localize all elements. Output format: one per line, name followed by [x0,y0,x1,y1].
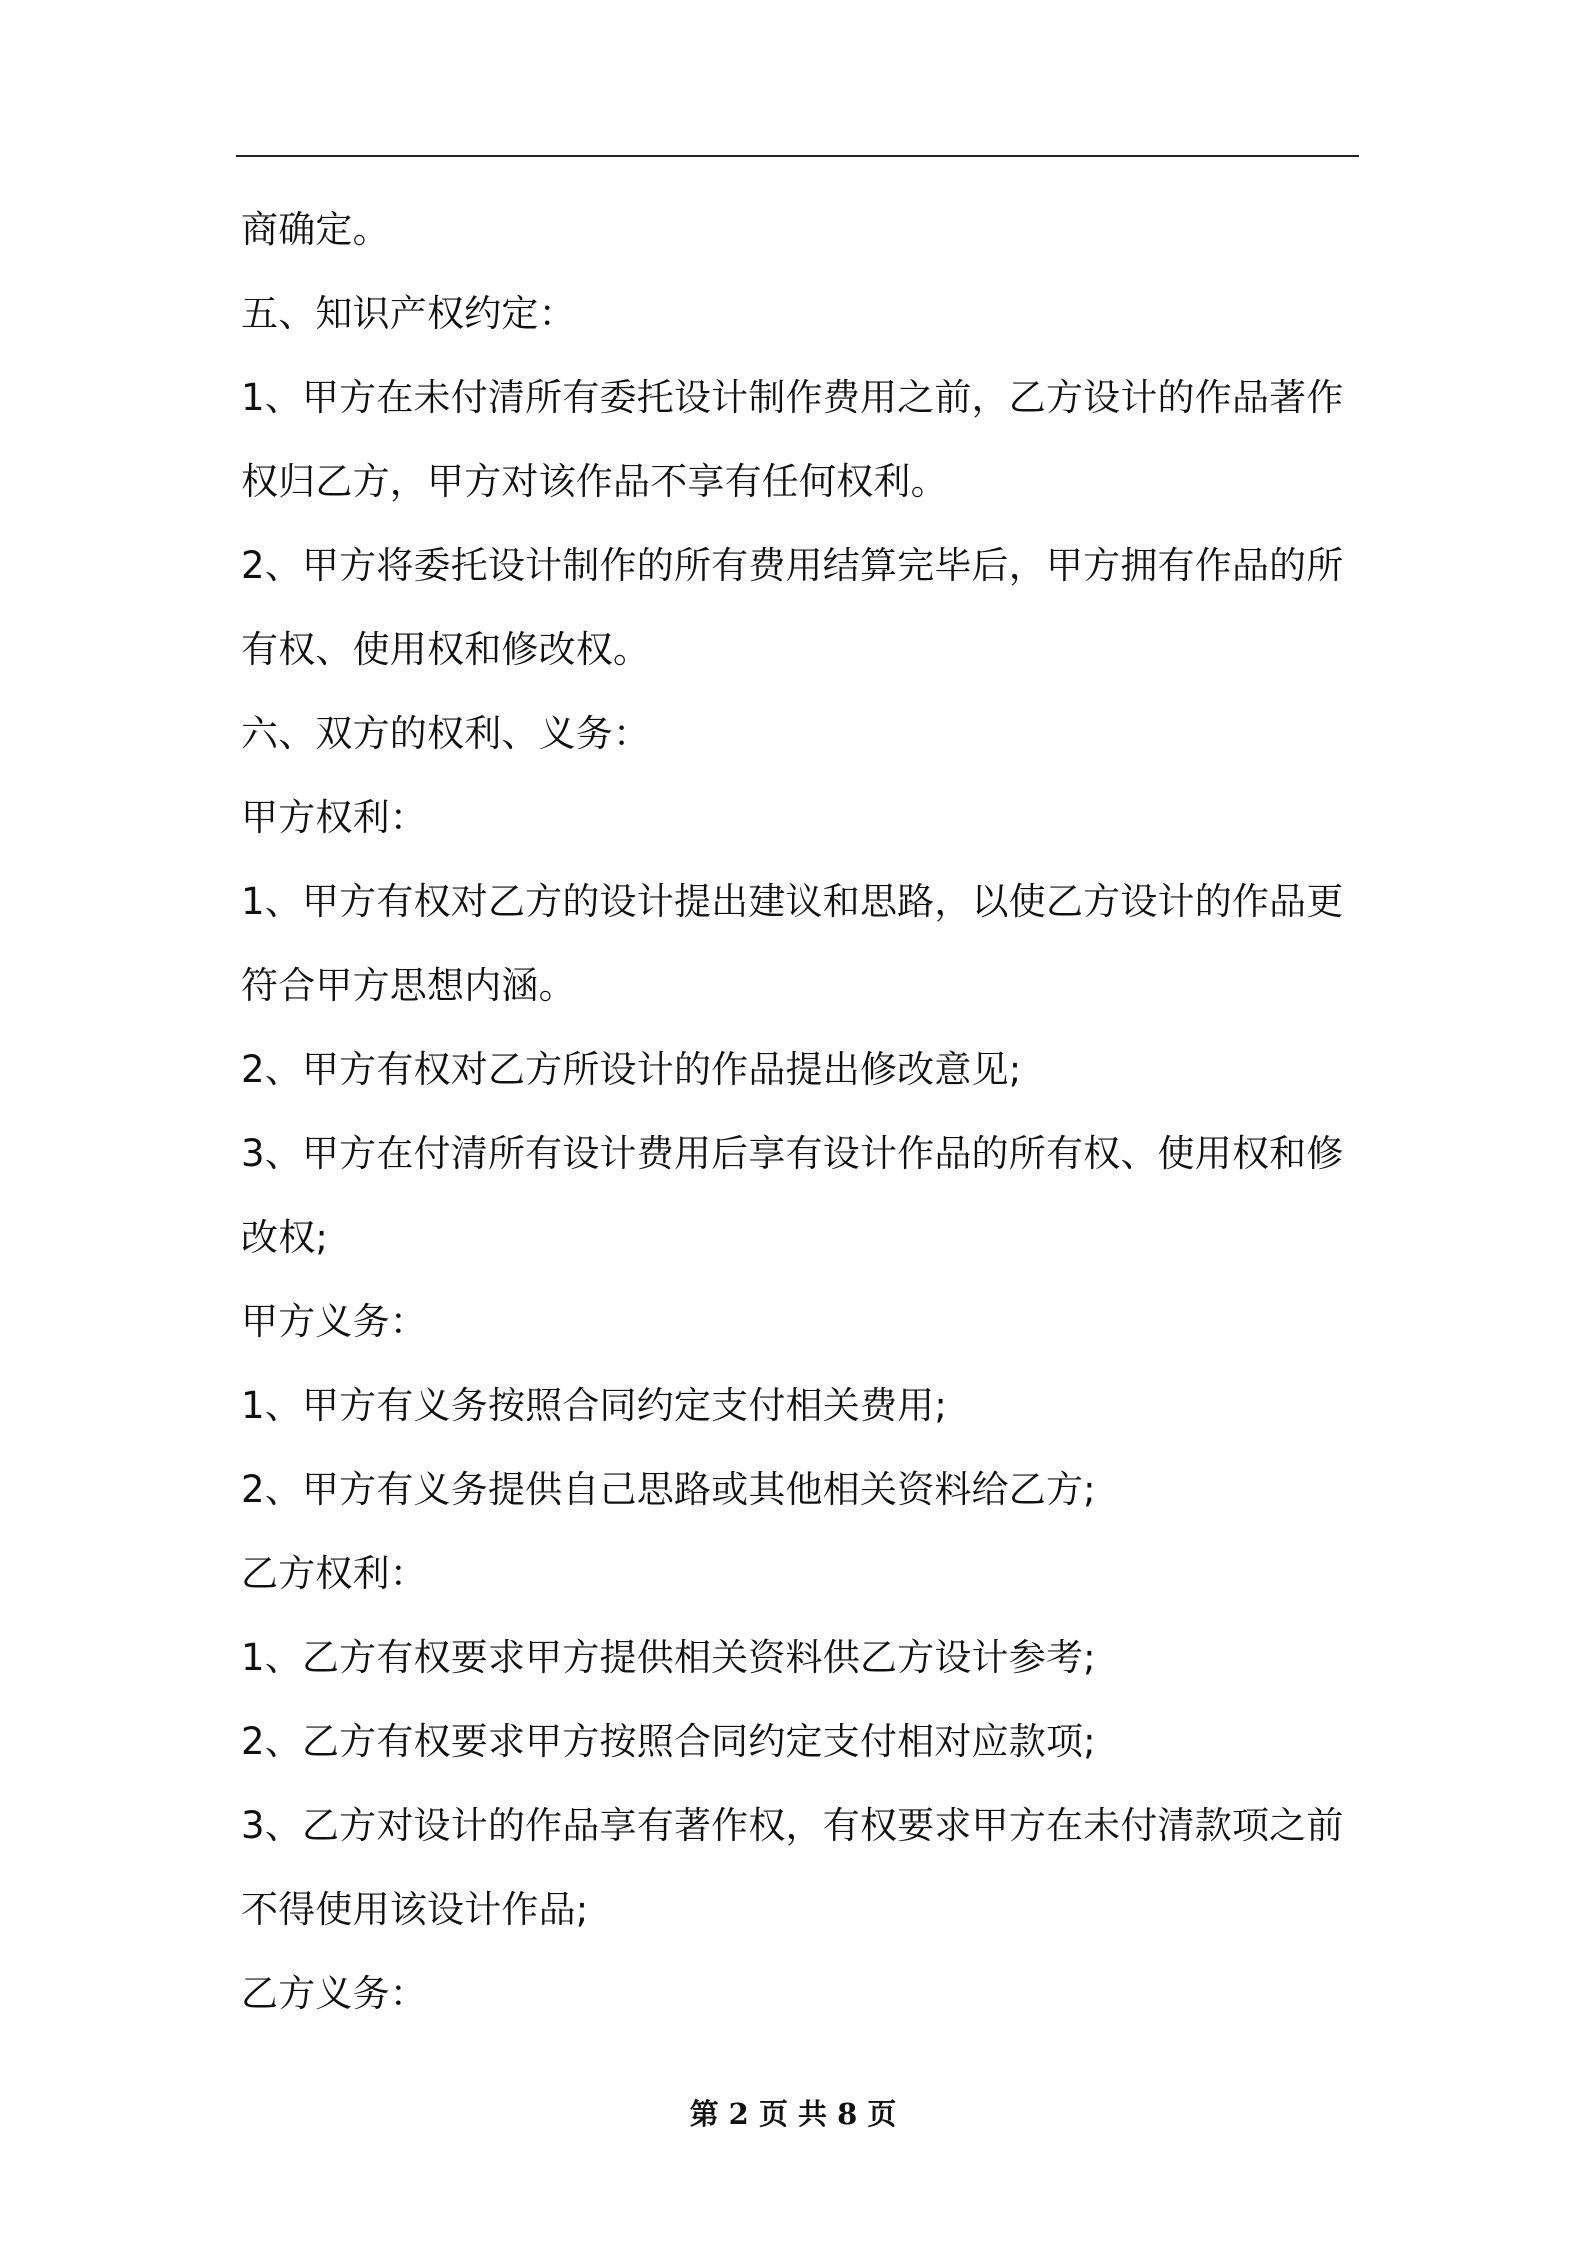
text-line: 1、甲方在未付清所有委托设计制作费用之前，乙方设计的作品著作 [241,376,1344,419]
text-line: 2、乙方有权要求甲方按照合同约定支付相对应款项; [241,1720,1096,1763]
subsection-heading: 乙方义务： [241,1972,427,2015]
document-body [241,188,1361,2036]
text-line: 商确定。 [241,208,390,251]
header-rule [236,155,1359,157]
text-line: 1、甲方有义务按照合同约定支付相关费用; [241,1384,948,1427]
text-line: 有权、使用权和修改权。 [241,628,651,671]
text-line: 3、甲方在付清所有设计费用后享有设计作品的所有权、使用权和修 [241,1132,1344,1175]
section-heading: 六、双方的权利、义务： [241,712,651,755]
section-heading: 五、知识产权约定： [241,292,576,335]
text-line: 2、甲方有义务提供自己思路或其他相关资料给乙方; [241,1468,1096,1511]
subsection-heading: 甲方义务： [241,1300,427,1343]
page-number-footer: 第 2 页 共 8 页 [689,2097,897,2131]
text-line: 改权; [241,1216,329,1259]
text-line: 不得使用该设计作品; [241,1888,589,1931]
text-line: 权归乙方，甲方对该作品不享有任何权利。 [241,460,948,503]
text-line: 1、甲方有权对乙方的设计提出建议和思路，以使乙方设计的作品更 [241,880,1344,923]
subsection-heading: 甲方权利： [241,796,427,839]
text-line: 2、甲方将委托设计制作的所有费用结算完毕后，甲方拥有作品的所 [241,544,1344,587]
text-line: 符合甲方思想内涵。 [241,964,576,1007]
subsection-heading: 乙方权利： [241,1552,427,1595]
text-line: 1、乙方有权要求甲方提供相关资料供乙方设计参考; [241,1636,1096,1679]
text-line: 2、甲方有权对乙方所设计的作品提出修改意见; [241,1048,1022,1091]
text-line: 3、乙方对设计的作品享有著作权，有权要求甲方在未付清款项之前 [241,1804,1344,1847]
